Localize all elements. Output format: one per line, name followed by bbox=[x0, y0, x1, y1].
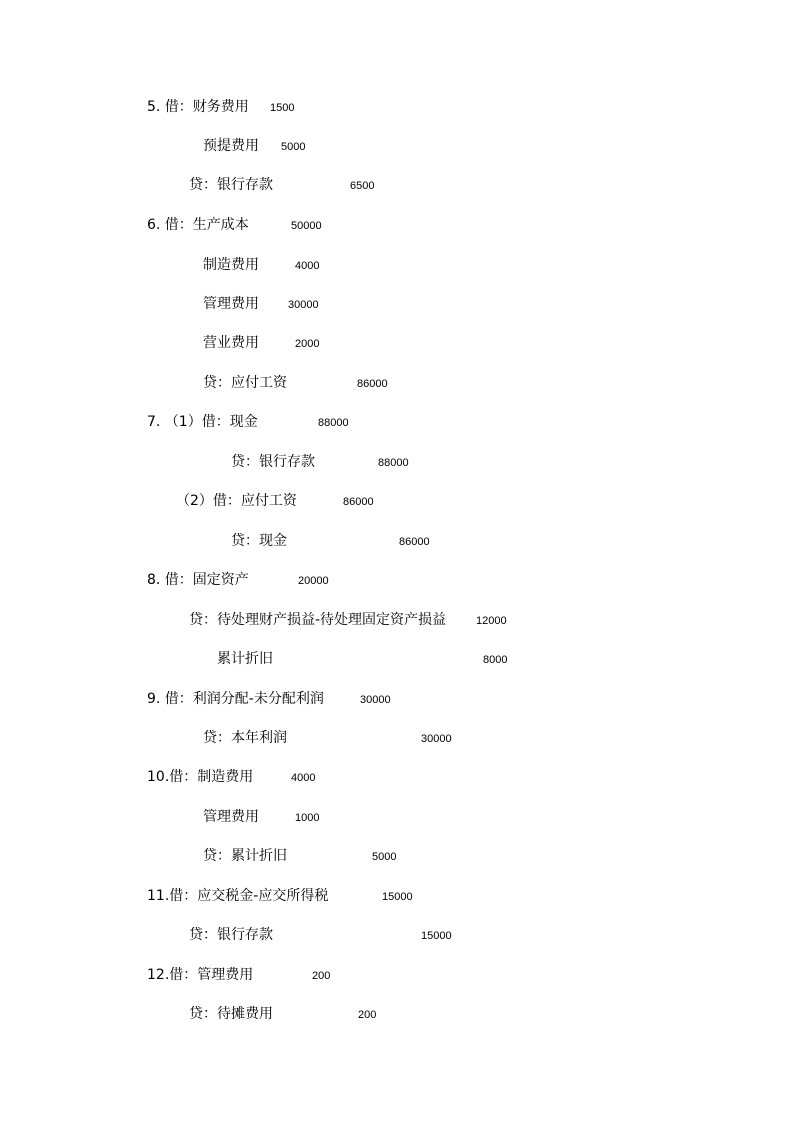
entry-amount: 88000 bbox=[318, 417, 349, 429]
entry-amount: 30000 bbox=[288, 299, 319, 311]
entry-label: 贷：本年利润 bbox=[203, 730, 287, 746]
entry-amount: 4000 bbox=[295, 260, 320, 272]
entry-amount: 88000 bbox=[378, 457, 409, 469]
entry-amount: 2000 bbox=[295, 338, 320, 350]
entry-amount: 15000 bbox=[421, 930, 452, 942]
entry-amount: 30000 bbox=[421, 733, 452, 745]
entry-amount: 50000 bbox=[291, 220, 322, 232]
entry-label: 贷：累计折旧 bbox=[203, 848, 287, 864]
entry-label: 贷：银行存款 bbox=[231, 454, 315, 470]
entry-amount: 200 bbox=[358, 1009, 377, 1021]
entry-label: 贷：银行存款 bbox=[189, 927, 273, 943]
entry-amount: 5000 bbox=[372, 851, 397, 863]
entry-amount: 20000 bbox=[298, 575, 329, 587]
entry-label: 11.借：应交税金-应交所得税 bbox=[147, 888, 329, 904]
entry-amount: 4000 bbox=[291, 772, 316, 784]
entry-label: 10.借：制造费用 bbox=[147, 769, 254, 785]
entry-label: 12.借：管理费用 bbox=[147, 967, 254, 983]
entry-amount: 86000 bbox=[343, 496, 374, 508]
entry-amount: 12000 bbox=[476, 615, 507, 627]
entry-label: 8. 借：固定资产 bbox=[147, 572, 249, 588]
entry-amount: 86000 bbox=[399, 536, 430, 548]
entry-amount: 30000 bbox=[360, 694, 391, 706]
entry-label: 累计折旧 bbox=[217, 651, 273, 667]
entry-label: 9. 借：利润分配-未分配利润 bbox=[147, 691, 324, 707]
entry-label: 管理费用 bbox=[203, 809, 259, 825]
entry-amount: 5000 bbox=[281, 141, 306, 153]
entry-label: 贷：待处理财产损益-待处理固定资产损益 bbox=[189, 612, 447, 628]
entry-amount: 8000 bbox=[483, 654, 508, 666]
entry-label: 预提费用 bbox=[203, 138, 259, 154]
entry-label: 管理费用 bbox=[203, 296, 259, 312]
entry-amount: 86000 bbox=[357, 378, 388, 390]
entry-label: 贷：现金 bbox=[231, 533, 287, 549]
entry-amount: 15000 bbox=[382, 891, 413, 903]
entry-label: 7. （1）借：现金 bbox=[147, 414, 258, 430]
entry-label: （2）借：应付工资 bbox=[176, 493, 297, 509]
entry-label: 营业费用 bbox=[203, 335, 259, 351]
entry-amount: 6500 bbox=[350, 180, 375, 192]
entry-label: 贷：待摊费用 bbox=[189, 1006, 273, 1022]
entry-label: 6. 借：生产成本 bbox=[147, 217, 249, 233]
entry-amount: 200 bbox=[312, 970, 331, 982]
entry-amount: 1000 bbox=[295, 812, 320, 824]
entry-label: 贷：应付工资 bbox=[203, 375, 287, 391]
entry-label: 贷：银行存款 bbox=[189, 177, 273, 193]
entry-amount: 1500 bbox=[270, 102, 295, 114]
entry-label: 制造费用 bbox=[203, 257, 259, 273]
entry-label: 5. 借：财务费用 bbox=[147, 99, 249, 115]
